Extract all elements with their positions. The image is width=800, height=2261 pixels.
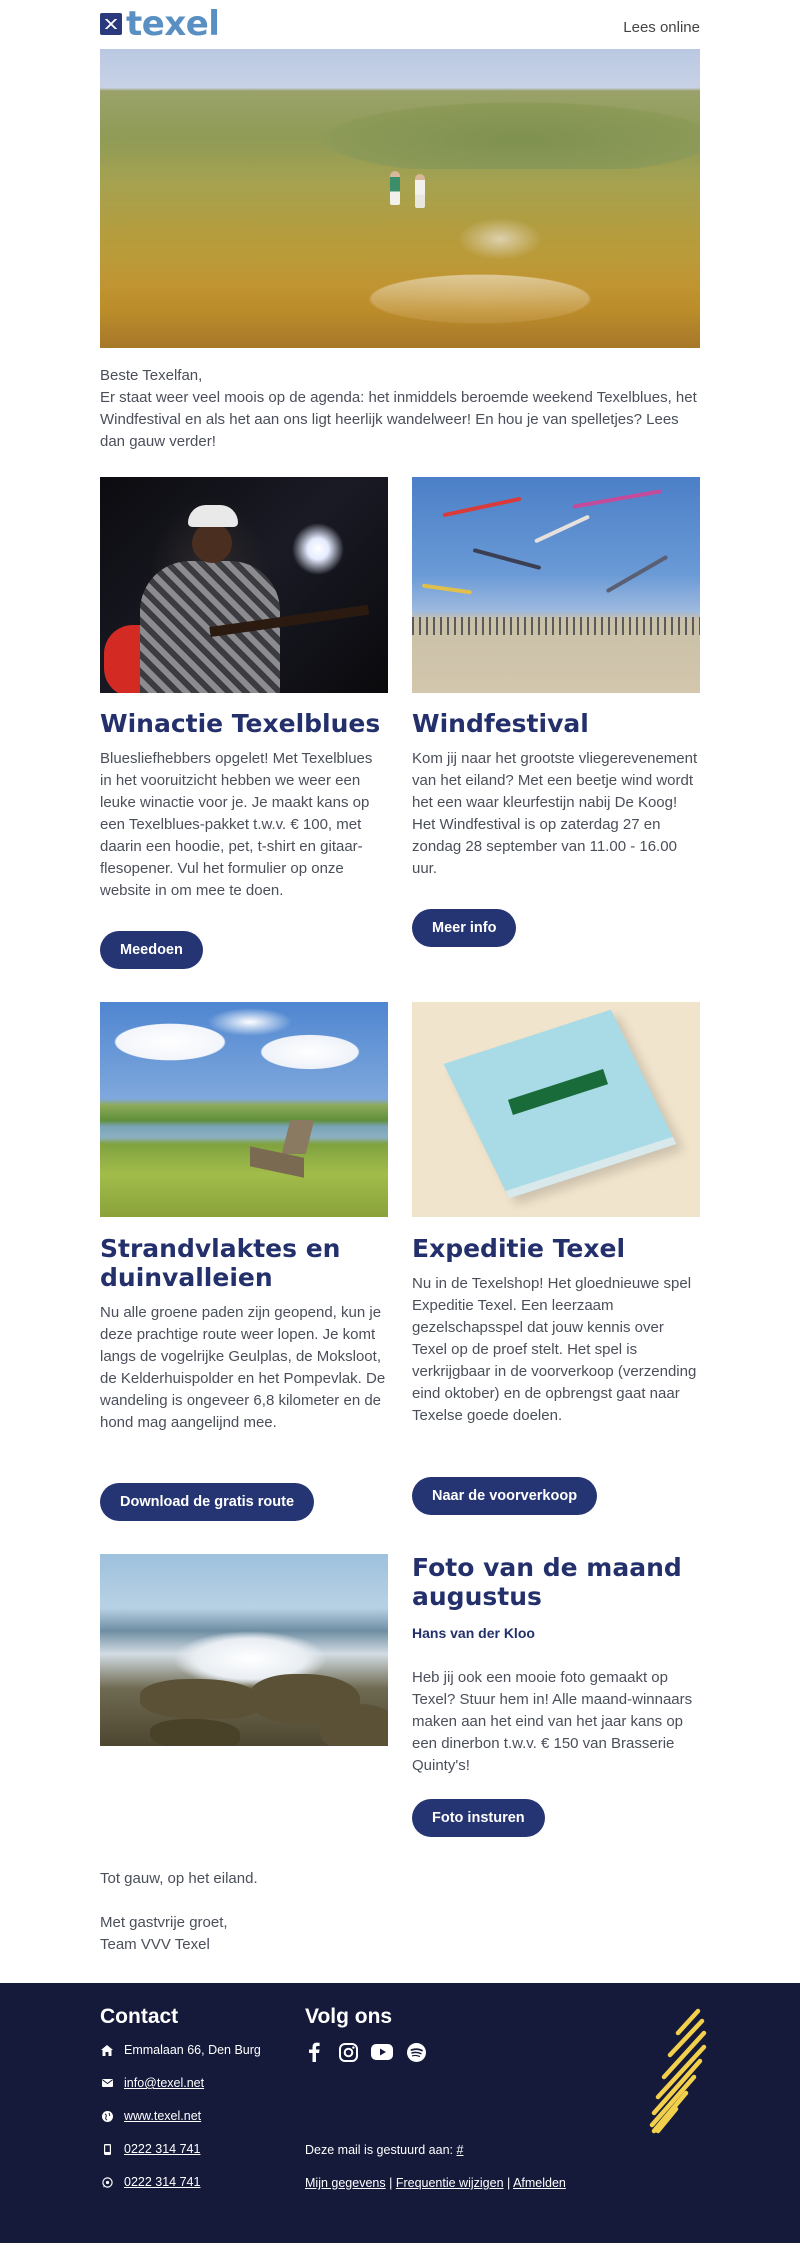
card-body: Nu alle groene paden zijn geopend, kun je deze prachtige route weer lopen. Je komt langs de vogelrijke Geulplas, de Moksloot, de Kelderhuispolder en het Pompevlak. De wandeling is ongeveer 6,8 kilometer en de hond mag aangelijnd mee. [100,1304,386,1431]
contact-email[interactable] [100,2076,204,2090]
greeting: Beste Texelfan, [100,367,203,384]
card-foto-van-de-maand [412,1553,700,1777]
logo-wordmark: texel [126,4,220,44]
website-link[interactable]: www.texel.net [124,2109,202,2123]
contact-title: Contact [100,2005,179,2028]
globe-icon [100,2109,114,2123]
footer [0,1983,800,2243]
windfestival-image [412,477,700,693]
foto-van-de-maand-image [100,1554,388,1746]
card-windfestival [412,709,700,880]
link-separator: | [389,2176,393,2190]
hero-dunes-image [100,49,700,348]
foto-insturen-button[interactable]: Foto insturen [412,1799,545,1837]
card-title: Strandvlaktes en duinvalleien [100,1234,341,1292]
phone-icon [100,2142,114,2156]
address-text: Emmalaan 66, Den Burg [124,2043,261,2057]
voorverkoop-button[interactable]: Naar de voorverkoop [412,1477,597,1515]
mijn-gegevens-link[interactable]: Mijn gegevens [305,2176,386,2190]
card-expeditie-texel [412,1234,700,1427]
email-header [100,5,700,45]
sent-to-line [305,2143,463,2157]
signoff-line: Met gastvrije groet, [100,1914,228,1931]
card-title: Windfestival [412,709,589,738]
card-subtitle: Hans van der Kloo [412,1625,535,1641]
meedoen-button[interactable]: Meedoen [100,931,203,969]
youtube-icon[interactable] [371,2041,393,2063]
email-link[interactable]: info@texel.net [124,2076,205,2090]
whatsapp-link[interactable]: 0222 314 741 [124,2175,201,2189]
decorative-stripes-icon [620,2003,710,2143]
intro-text [100,365,700,453]
follow-title: Volg ons [305,2005,393,2028]
download-route-button[interactable]: Download de gratis route [100,1483,314,1521]
mail-icon [100,2076,114,2090]
texelblues-image [100,477,388,693]
frequentie-link[interactable]: Frequentie wijzigen [395,2176,504,2190]
contact-address [100,2043,261,2057]
spotify-icon[interactable] [405,2041,427,2063]
card-title: Winactie Texelblues [100,709,381,738]
whatsapp-icon [100,2175,114,2189]
link-separator: | [507,2176,511,2190]
card-title: Expeditie Texel [412,1234,626,1263]
meer-info-button[interactable]: Meer info [412,909,516,947]
card-body: Bluesliefhebbers opgelet! Met Texelblues in het vooruitzicht hebben we weer een leuke winactie voor je. Je maakt kans op een Texelblues-pakket t.w.v. € 100, met daarin een hoodie, pet, t-shirt en gitaar-flesopener. Vul het formulier op onze website in om mee te doen. [100,750,373,899]
card-body: Nu in de Texelshop! Het gloednieuwe spel Expeditie Texel. Een leerzaam gezelschapsspel dat jouw kennis over Texel op de proef stelt. Het spel is verkrijgbaar in de voorverkoop (verzending eind oktober) en de opbrengst gaat naar Texelse goede doelen. [412,1275,697,1424]
card-title: Foto van de maand augustus [412,1553,682,1611]
vvv-shield-icon [100,13,122,35]
card-body: Kom jij naar het grootste vliegerevenement van het eiland? Met een beetje wind wordt het een waar kleurfestijn nabij De Koog! Het Windfestival is op zaterdag 27 en zondag 28 september van 11.00 - 16.00 uur. [412,750,698,877]
card-body: Heb jij ook een mooie foto gemaakt op Texel? Stuur hem in! Alle maand-winnaars maken aan het eind van het jaar kans op een dinerbon t.w.v. € 150 van Brasserie Quinty's! [412,1669,693,1774]
card-texelblues [100,709,388,902]
contact-phone[interactable] [100,2142,200,2156]
strandvlaktes-image [100,1002,388,1217]
contact-whatsapp[interactable] [100,2175,200,2189]
signoff-line: Tot gauw, op het eiland. [100,1870,258,1887]
social-links [303,2041,427,2063]
expeditie-texel-image [412,1002,700,1217]
sent-to-value[interactable]: # [456,2143,464,2157]
instagram-icon[interactable] [337,2041,359,2063]
read-online-link[interactable]: Lees online [623,19,700,36]
signoff [100,1868,700,1956]
intro-paragraph: Er staat weer veel moois op de agenda: het inmiddels beroemde weekend Texelblues, het Windfestival en als het aan ons ligt heerlijk wandelweer! En hou je van spelletjes? Lees dan gauw verder! [100,389,697,450]
afmelden-link[interactable]: Afmelden [513,2176,566,2190]
preference-links [305,2176,566,2190]
home-icon [100,2043,114,2057]
texel-logo[interactable] [100,5,219,43]
phone-link[interactable]: 0222 314 741 [124,2142,201,2156]
contact-website[interactable] [100,2109,201,2123]
facebook-icon[interactable] [303,2041,325,2063]
signoff-line: Team VVV Texel [100,1936,210,1953]
sent-to-label: Deze mail is gestuurd aan: [305,2143,453,2157]
card-strandvlaktes [100,1234,388,1434]
